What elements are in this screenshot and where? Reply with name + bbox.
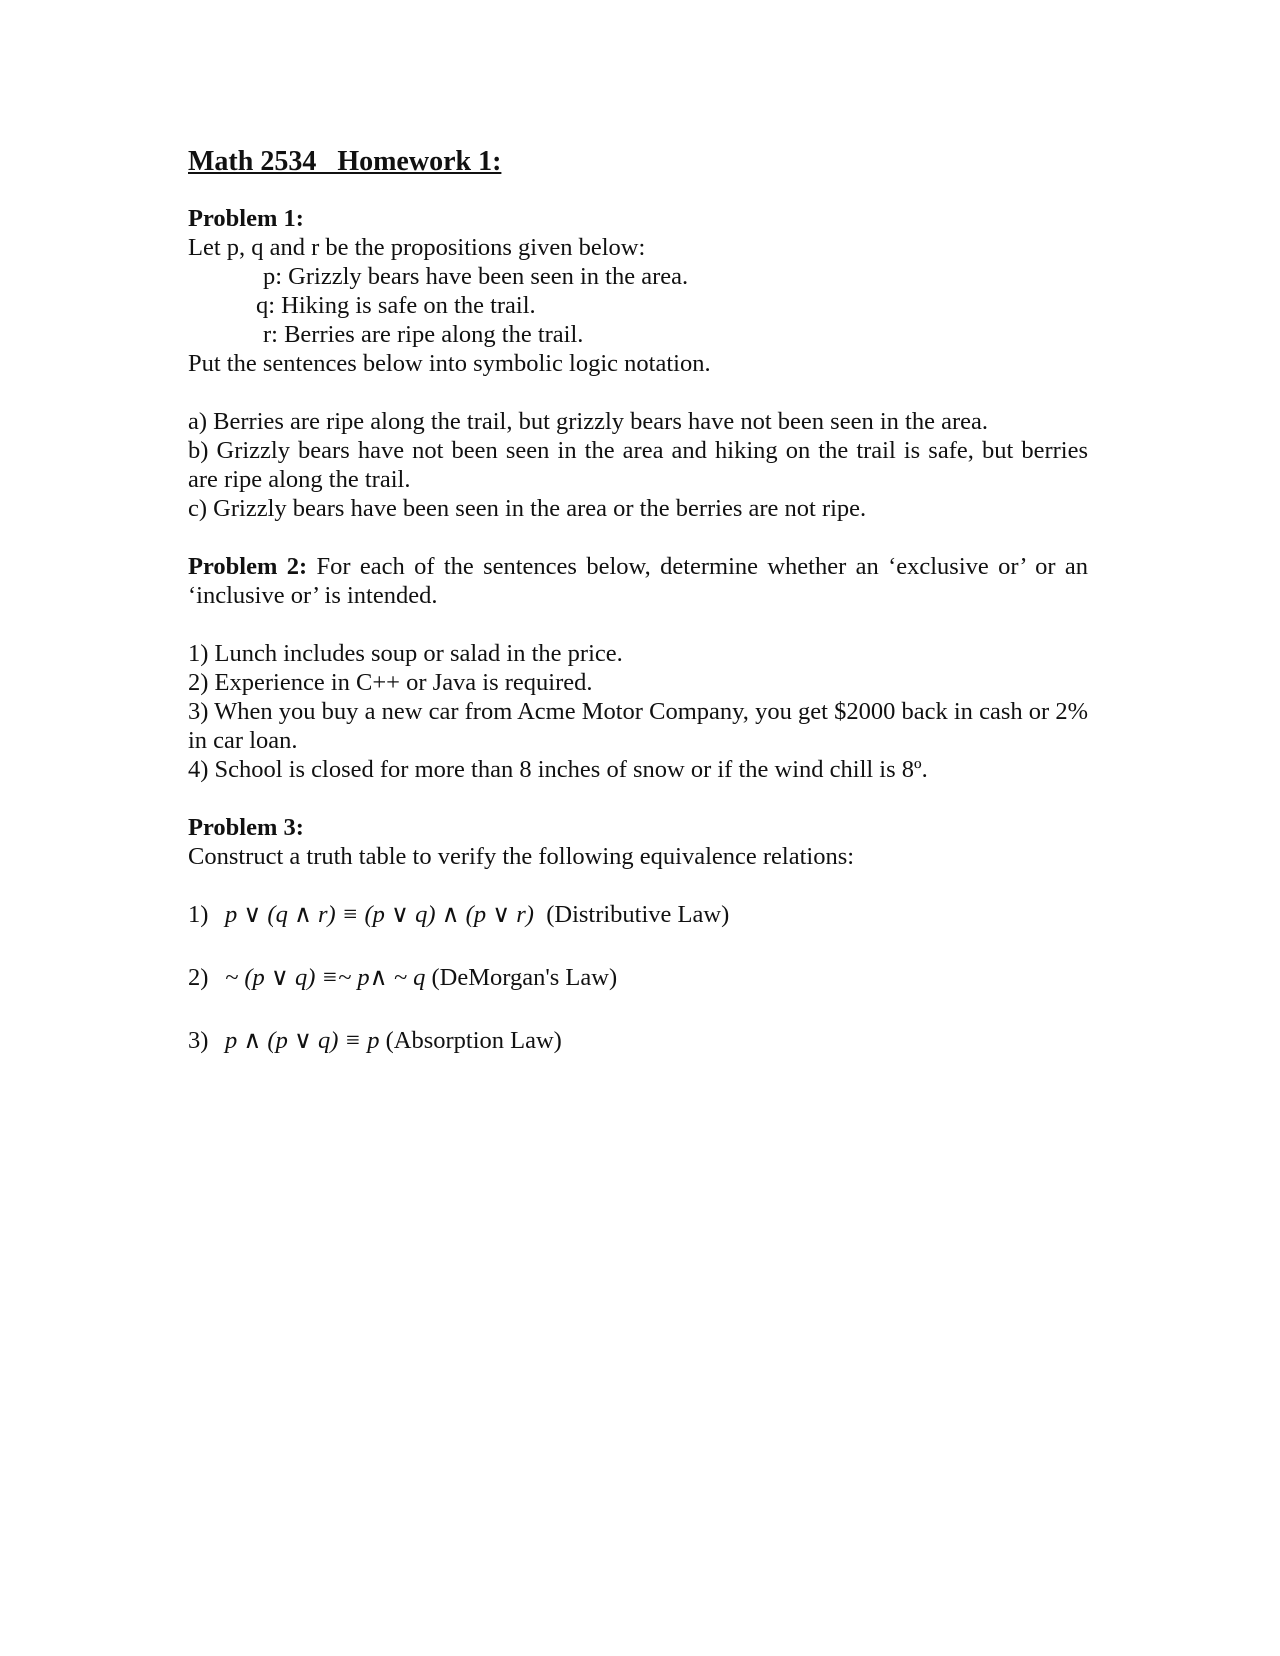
problem-1-item-a: a) Berries are ripe along the trail, but grizzly bears have not been seen in the area. [188, 408, 988, 435]
problem-1 [188, 204, 1088, 523]
problem-1-item-b: b) Grizzly bears have not been seen in the area and hiking on the trail is safe, but berries are ripe along the trail. [188, 437, 1088, 493]
spacer [188, 871, 1088, 900]
formula-number: 3) [188, 1027, 209, 1054]
formula-law-name: (DeMorgan's Law) [431, 964, 618, 991]
formula-law-name: (Distributive Law) [546, 901, 730, 928]
spacer [188, 992, 1088, 1026]
formula-expression: p ∨ (q ∧ r) ≡ (p ∨ q) ∧ (p ∨ r) [225, 901, 534, 928]
problem-2-intro: For each of the sentences below, determine whether an ‘exclusive or’ or an ‘inclusive or’ is intended. [188, 553, 1088, 609]
document-page [188, 145, 1088, 1055]
problem-2-text [188, 552, 1088, 610]
formula-3 [188, 1026, 1088, 1055]
proposition-p: p: Grizzly bears have been seen in the area. [263, 263, 689, 290]
problem-1-instruction: Put the sentences below into symbolic logic notation. [188, 350, 711, 377]
problem-1-intro: Let p, q and r be the propositions given below: [188, 234, 646, 261]
problem-2-heading: Problem 2: [188, 553, 308, 580]
problem-3 [188, 813, 1088, 1055]
spacer [188, 523, 1088, 552]
problem-1-heading: Problem 1: [188, 205, 304, 232]
problem-2-item-1: 1) Lunch includes soup or salad in the price. [188, 640, 623, 667]
problem-2 [188, 552, 1088, 784]
problem-2-item-4: 4) School is closed for more than 8 inches of snow or if the wind chill is 8º. [188, 756, 928, 783]
problem-1-item-c: c) Grizzly bears have been seen in the area or the berries are not ripe. [188, 495, 867, 522]
spacer [188, 378, 1088, 407]
formula-expression: ~ (p ∨ q) ≡~ p∧ ~ q [225, 964, 426, 991]
formula-law-name: (Absorption Law) [385, 1027, 562, 1054]
proposition-q: q: Hiking is safe on the trail. [256, 292, 536, 319]
problem-3-intro: Construct a truth table to verify the following equivalence relations: [188, 843, 855, 870]
formula-number: 2) [188, 964, 209, 991]
spacer [188, 929, 1088, 963]
formula-1 [188, 900, 1088, 929]
spacer [188, 610, 1088, 639]
problem-2-item-2: 2) Experience in C++ or Java is required. [188, 669, 593, 696]
proposition-r: r: Berries are ripe along the trail. [263, 321, 584, 348]
spacer [188, 784, 1088, 813]
formula-expression: p ∧ (p ∨ q) ≡ p [225, 1027, 380, 1054]
formula-number: 1) [188, 901, 209, 928]
page-title: Math 2534 Homework 1: [188, 146, 502, 177]
problem-2-item-3: 3) When you buy a new car from Acme Motor Company, you get $2000 back in cash or 2% in car loan. [188, 698, 1088, 754]
formula-2 [188, 963, 1088, 992]
problem-3-heading: Problem 3: [188, 814, 304, 841]
